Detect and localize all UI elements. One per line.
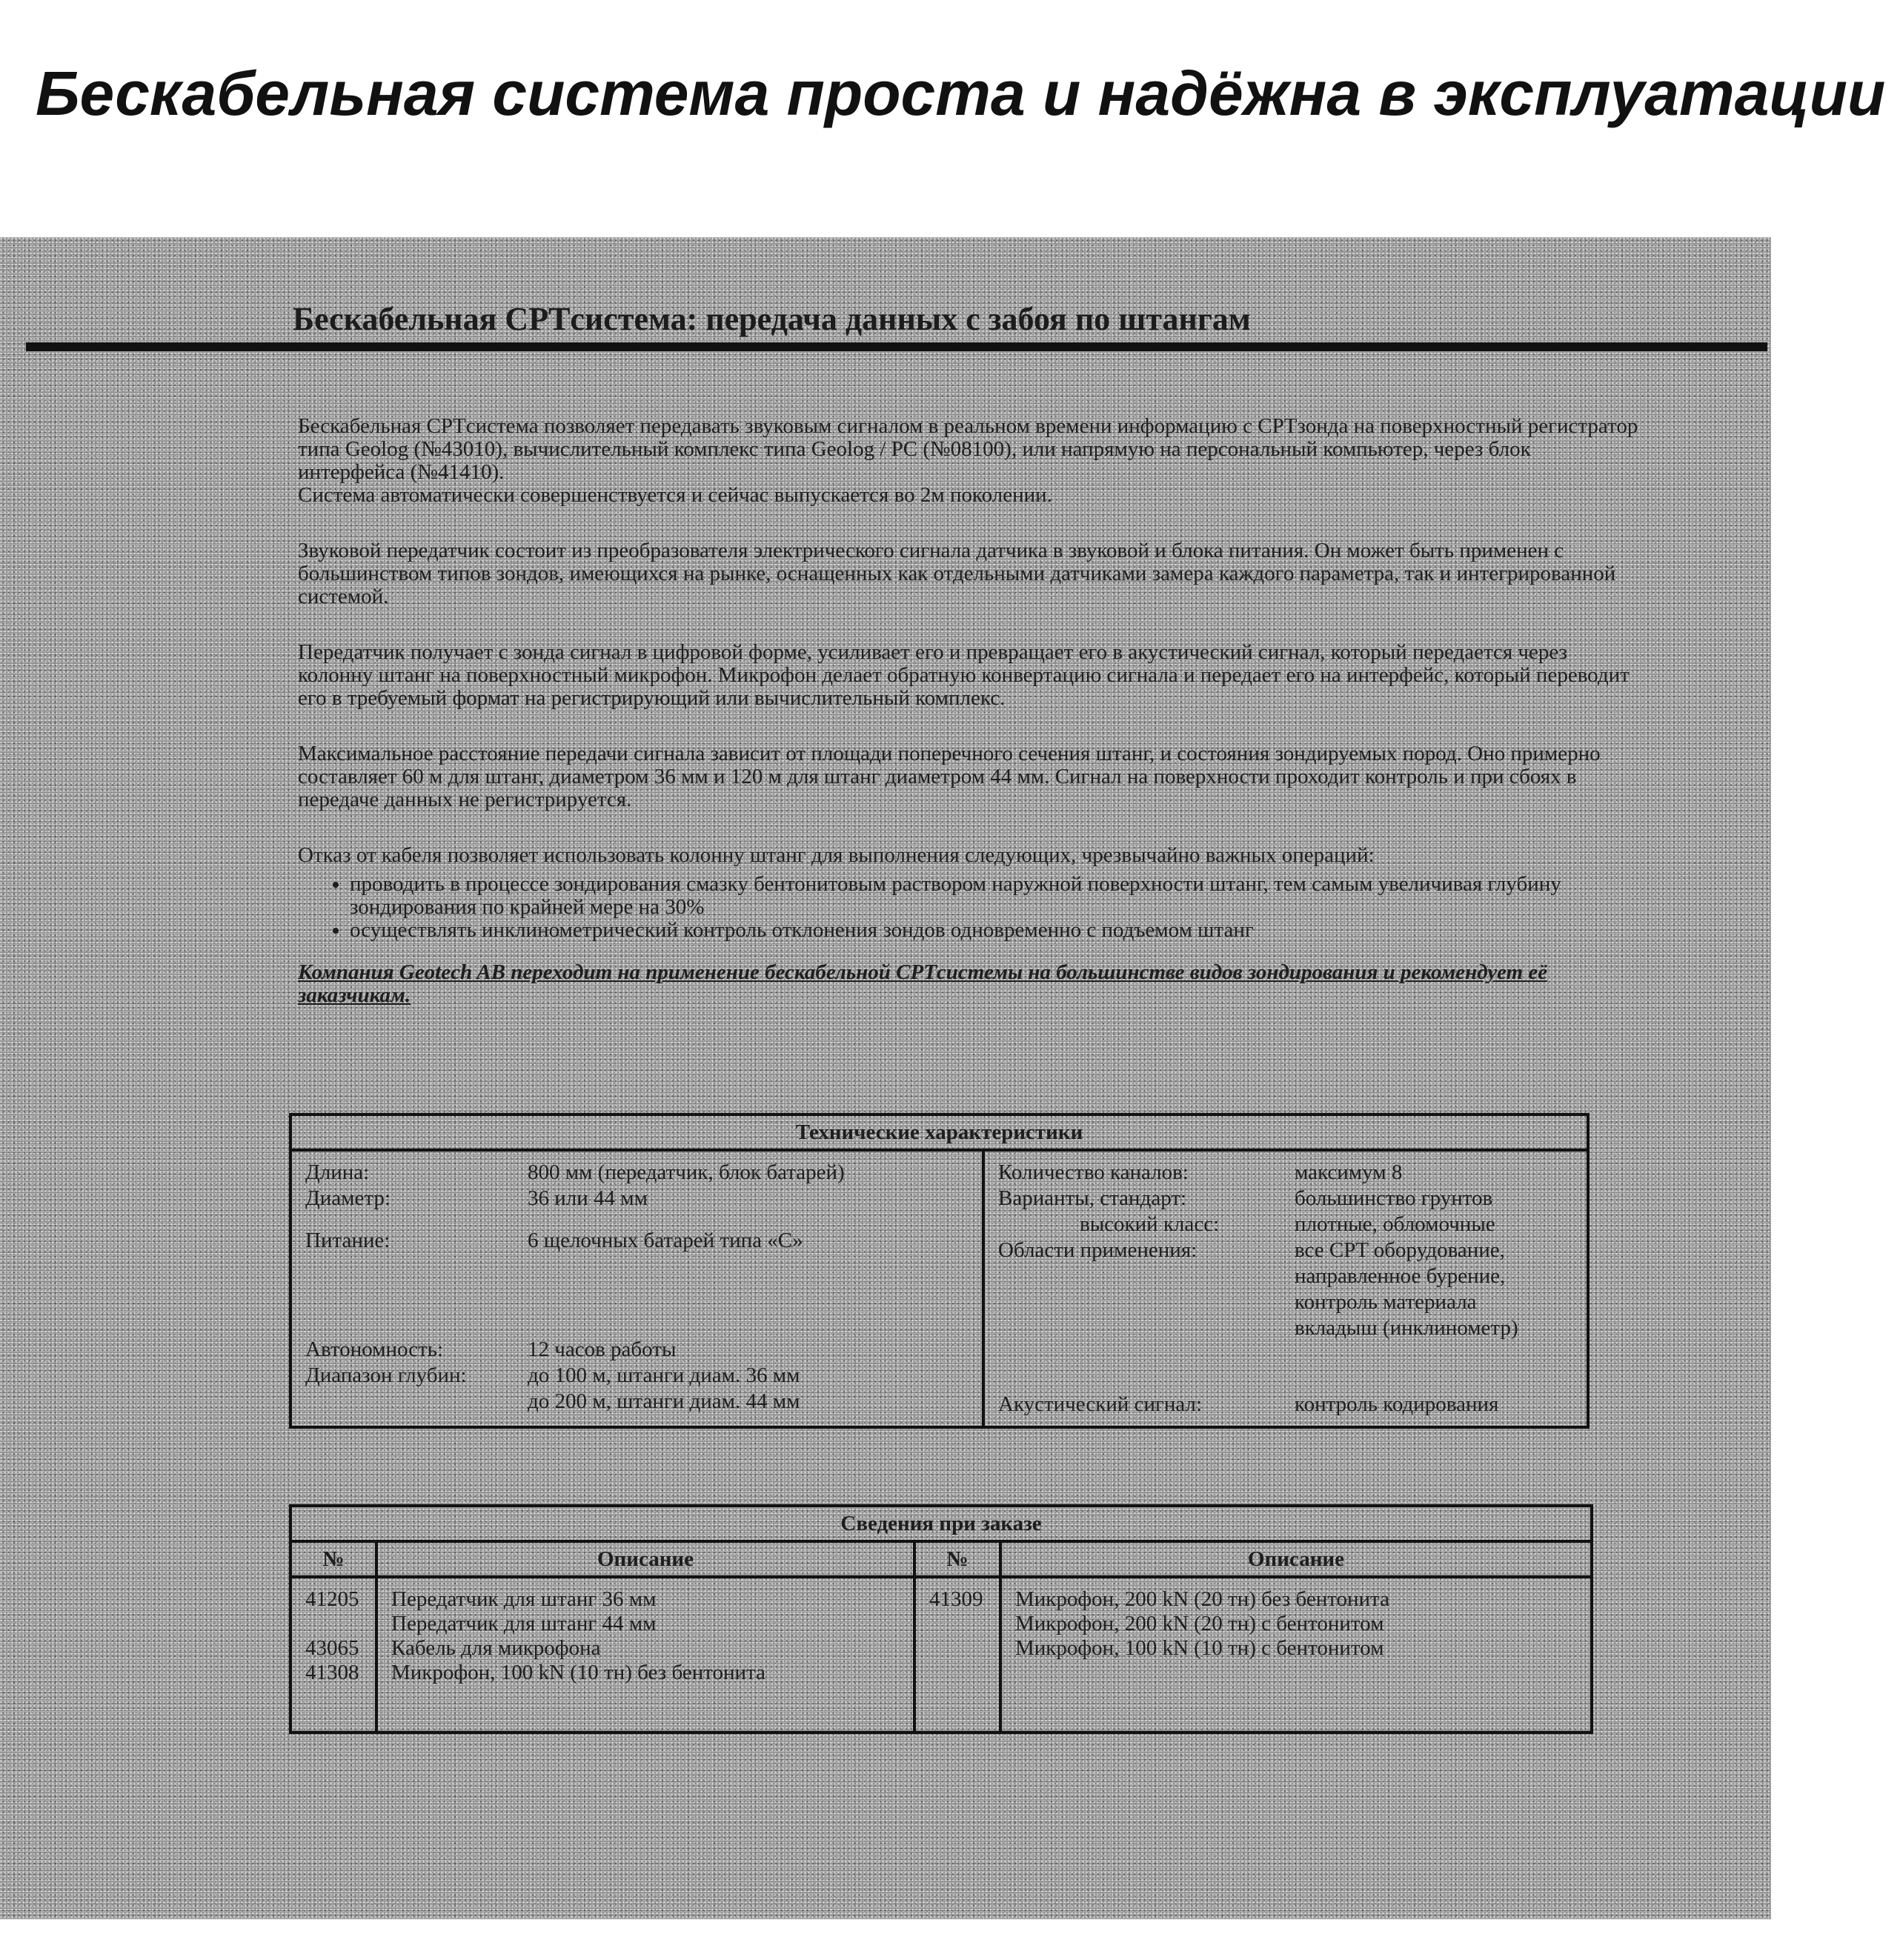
spec-value: 12 часов работы bbox=[528, 1338, 677, 1361]
column-header-description: Описание bbox=[1000, 1541, 1592, 1577]
spec-key: Варианты, стандарт: bbox=[998, 1186, 1187, 1210]
spec-key: Питание: bbox=[305, 1229, 391, 1252]
title-rule bbox=[26, 342, 1767, 351]
spec-table-title: Технические характеристики bbox=[290, 1114, 1588, 1150]
spec-key bbox=[305, 1389, 528, 1414]
spec-value: до 200 м, штанги диам. 44 мм bbox=[528, 1389, 800, 1413]
spec-value: все CPT оборудование, bbox=[1295, 1238, 1505, 1262]
page-heading: Бескабельная система проста и надёжна в эксплуатации bbox=[36, 59, 1886, 128]
spec-left-column bbox=[290, 1150, 983, 1427]
spec-value: вкладыш (инклинометр) bbox=[1295, 1316, 1518, 1340]
spec-right-column bbox=[983, 1150, 1588, 1427]
spec-value: плотные, обломочные bbox=[1295, 1212, 1495, 1236]
order-codes-right: 41309 bbox=[914, 1577, 1000, 1733]
list-item: • проводить в процессе зондирования смазку бентонитовым раствором наружной поверхности штанг, тем самым увеличивая глубину зондирования по крайней мере на 30% bbox=[350, 873, 1643, 919]
spec-key bbox=[998, 1290, 1295, 1315]
spec-key: Акустический сигнал: bbox=[998, 1392, 1203, 1416]
order-table bbox=[289, 1504, 1593, 1734]
spec-value: 800 мм (передатчик, блок батарей) bbox=[528, 1160, 845, 1184]
body-text bbox=[298, 415, 1643, 1040]
spec-value: до 100 м, штанги диам. 36 мм bbox=[528, 1363, 800, 1387]
column-header-description: Описание bbox=[376, 1541, 914, 1577]
spec-value: большинство грунтов bbox=[1295, 1186, 1493, 1210]
spec-value: контроль кодирования bbox=[1295, 1392, 1499, 1416]
spec-key: Автономность: bbox=[305, 1338, 444, 1361]
spec-key: Диапазон глубин: bbox=[305, 1363, 467, 1387]
system-note: Система автоматически совершенствуется и сейчас выпускается во 2м поколении. bbox=[298, 483, 1052, 507]
order-codes-left: 41205 43065 41308 bbox=[290, 1577, 376, 1733]
spec-key bbox=[998, 1316, 1295, 1341]
order-table-title: Сведения при заказе bbox=[290, 1506, 1592, 1541]
spec-key: Количество каналов: bbox=[998, 1160, 1189, 1184]
spec-key: высокий класс: bbox=[1080, 1212, 1220, 1236]
spec-value: 6 щелочных батарей типа «C» bbox=[528, 1229, 803, 1252]
spec-value: 36 или 44 мм bbox=[528, 1186, 648, 1210]
operations-list bbox=[320, 873, 1643, 942]
order-descriptions-right: Микрофон, 200 kN (20 тн) без бентонита Микрофон, 200 kN (20 тн) с бентонитом Микрофон, 100 kN (10 тн) с бентонитом bbox=[1015, 1587, 1389, 1660]
paragraph-transmitter: Звуковой передатчик состоит из преобразователя электрического сигнала датчика в звуковой и блока питания. Он может быть применен с большинством типов зондов, имеющихся на рынке, оснащенных как отдельными датчиками замера каждого параметра, так и интегрированной системой. bbox=[298, 539, 1616, 608]
table-row bbox=[290, 1577, 1592, 1733]
order-descriptions-left: Передатчик для штанг 36 мм Передатчик для штанг 44 мм Кабель для микрофона Микрофон, 100 kN (10 тн) без бентонита bbox=[376, 1577, 914, 1733]
spec-table bbox=[289, 1113, 1590, 1429]
column-header-number: № bbox=[914, 1541, 1000, 1577]
column-header-number: № bbox=[290, 1541, 376, 1577]
spec-key: Длина: bbox=[305, 1160, 370, 1184]
spec-key: Области применения: bbox=[998, 1238, 1198, 1262]
spec-value: направленное бурение, bbox=[1295, 1264, 1506, 1288]
spec-key: Диаметр: bbox=[305, 1186, 391, 1210]
paragraph-distance: Максимальное расстояние передачи сигнала зависит от площади поперечного сечения штанг, и состояния зондируемых пород. Оно примерно составляет 60 м для штанг, диаметром 36 мм и 120 м для штанг диаметром 44 мм. Сигнал на поверхности проходит контроль и при сбоях в передаче данных не регистрируется. bbox=[298, 742, 1601, 811]
spec-key bbox=[998, 1264, 1295, 1289]
company-note: Компания Geotech AB переходит на применение бескабельной CPTсистемы на большинстве видов зондирования и рекомендует её заказчикам. bbox=[298, 960, 1548, 1007]
scan-title: Бескабельная CPTсистема: передача данных с забоя по штангам bbox=[293, 301, 1251, 337]
list-item: • осуществлять инклинометрический контроль отклонения зондов одновременно с подъемом штанг bbox=[350, 919, 1643, 942]
spec-value: контроль материала bbox=[1295, 1290, 1477, 1314]
spec-value: максимум 8 bbox=[1295, 1160, 1403, 1184]
paragraph-intro: Бескабельная CPTсистема позволяет передавать звуковым сигналом в реальном времени информацию с CPTзонда на поверхностный регистратор типа Geolog (№43010), вычислительный комплекс типа Geolog / PC (№08100), или напрямую на персональный компьютер, через блок интерфейса (№41410). Система автоматически совершенствуется и сейчас выпускается во 2м поколении. bbox=[298, 414, 1638, 507]
paragraph-cable: Отказ от кабеля позволяет использовать колонну штанг для выполнения следующих, чрезвычайно важных операций: bbox=[298, 843, 1375, 867]
paragraph-signal: Передатчик получает с зонда сигнал в цифровой форме, усиливает его и превращает его в акустический сигнал, который передается через колонну штанг на поверхностный микрофон. Микрофон делает обратную конвертацию сигнала и передает его на интерфейс, который переводит его в требуемый формат на регистрирующий или вычислительный комплекс. bbox=[298, 640, 1630, 710]
